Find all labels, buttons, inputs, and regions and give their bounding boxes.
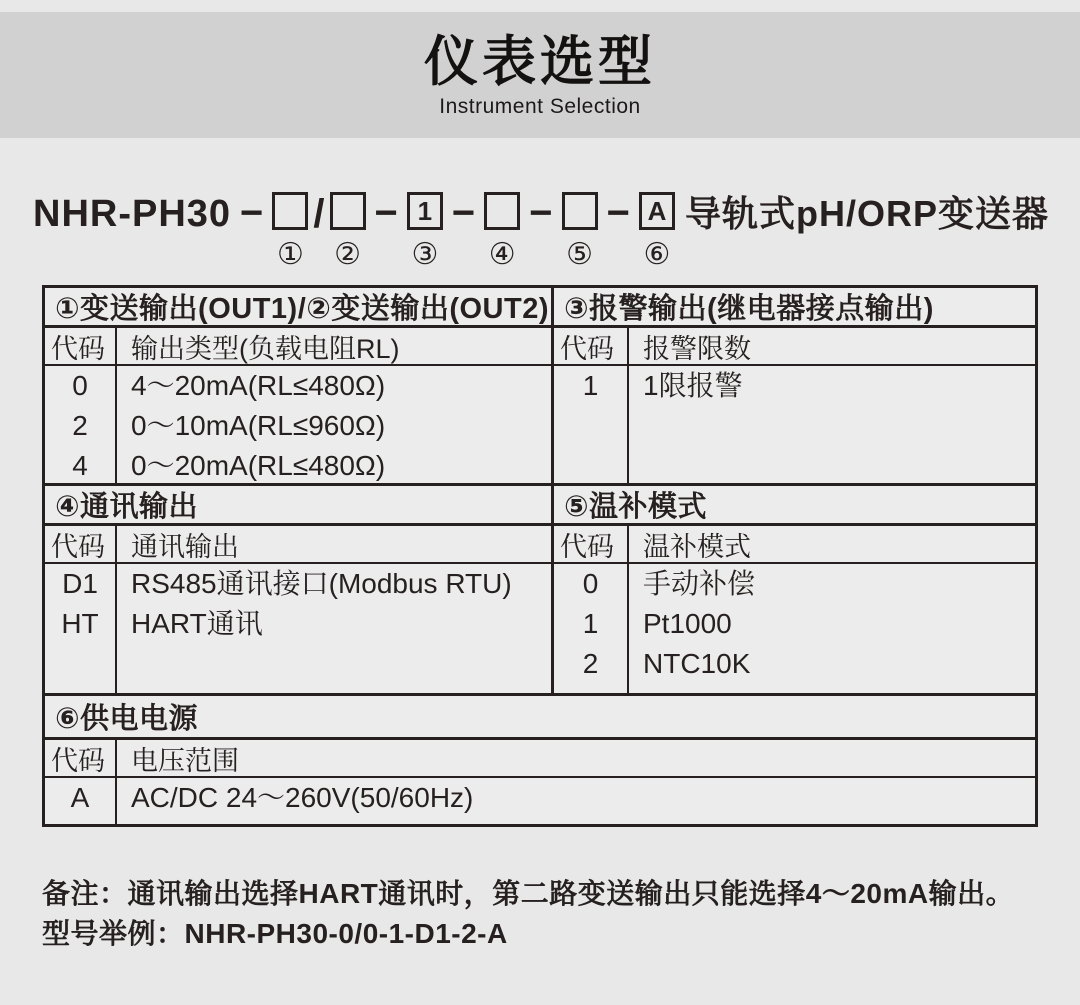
model-box-2 (330, 192, 366, 230)
code-value: 0 (72, 370, 88, 401)
column-header-comm-output: 通讯输出 (117, 526, 554, 564)
column-header-output-type: 输出类型(负载电阻RL) (117, 328, 554, 366)
code-value: 2 (582, 648, 599, 679)
model-box-group-5 (562, 192, 598, 271)
circled-number-5: ⑤ (566, 238, 594, 271)
model-box-group-6 (639, 192, 675, 271)
section-title-transmit-output: ①变送输出(OUT1)/②变送输出(OUT2) (45, 288, 554, 328)
model-suffix: 导轨式pH/ORP变送器 (684, 193, 1049, 234)
dash-separator: − (374, 191, 398, 235)
code-header: 代码 (554, 328, 629, 366)
section-title-comm-output: ④通讯输出 (45, 486, 554, 526)
dash-separator: − (451, 191, 476, 235)
note-remark: 备注：通讯输出选择HART通讯时，第二路变送输出只能选择4～20mA输出。 (42, 878, 1015, 909)
model-box-5 (562, 192, 598, 230)
temp-comp-descriptions (629, 564, 1035, 696)
page-subtitle: Instrument Selection (439, 94, 641, 118)
transmit-output-codes (45, 366, 117, 486)
power-supply-descriptions (117, 778, 1035, 824)
circled-number-4: ④ (488, 238, 516, 271)
desc-value: RS485通讯接口(Modbus RTU) (131, 568, 512, 599)
circled-number-3: ③ (411, 238, 439, 271)
desc-value: 4～20mA(RL≤480Ω) (131, 370, 386, 401)
model-box-6: A (639, 192, 675, 230)
model-box-group-1 (272, 192, 308, 271)
model-box-group-4 (484, 192, 520, 271)
code-value: A (70, 782, 90, 813)
transmit-output-descriptions (117, 366, 554, 486)
code-value: D1 (62, 568, 98, 599)
temp-comp-codes (554, 564, 629, 696)
model-prefix: NHR-PH30 (33, 193, 232, 235)
code-value: 1 (582, 608, 599, 639)
model-box-3: 1 (407, 192, 443, 230)
section-title-power-supply: ⑥供电电源 (45, 696, 1035, 740)
desc-value: Pt1000 (643, 608, 732, 639)
column-header-voltage-range: 电压范围 (117, 740, 1035, 778)
desc-value: HART通讯 (131, 608, 263, 639)
desc-value: 0～10mA(RL≤960Ω) (131, 410, 386, 441)
code-header: 代码 (554, 526, 629, 564)
section-title-temp-comp: ⑤温补模式 (554, 486, 1035, 526)
dash-separator: − (240, 191, 264, 235)
code-value: HT (61, 608, 99, 639)
column-header-temp-comp: 温补模式 (629, 526, 1035, 564)
dash-separator: − (529, 191, 553, 235)
power-supply-codes (45, 778, 117, 824)
code-value: 2 (72, 410, 88, 441)
model-code-line (33, 192, 1053, 271)
desc-value: 0～20mA(RL≤480Ω) (131, 450, 386, 481)
code-header: 代码 (45, 740, 117, 778)
title-band (0, 12, 1080, 138)
code-value: 4 (72, 450, 88, 481)
slash-separator: / (313, 192, 325, 236)
desc-value: 1限报警 (643, 370, 743, 401)
column-header-alarm-limit: 报警限数 (629, 328, 1035, 366)
comm-output-codes (45, 564, 117, 696)
selection-table (42, 285, 1038, 827)
dash-separator: − (606, 191, 630, 235)
comm-output-descriptions (117, 564, 554, 696)
notes (42, 874, 1042, 954)
alarm-output-descriptions (629, 366, 1035, 486)
alarm-output-codes (554, 366, 629, 486)
code-value: 0 (582, 568, 599, 599)
model-box-1 (272, 192, 308, 230)
circled-number-6: ⑥ (643, 238, 671, 271)
code-header: 代码 (45, 328, 117, 366)
desc-value: NTC10K (643, 648, 751, 679)
model-box-group-3 (407, 192, 443, 271)
model-box-group-2 (330, 192, 366, 271)
model-box-4 (484, 192, 520, 230)
note-model-example: 型号举例：NHR-PH30-0/0-1-D1-2-A (42, 918, 508, 949)
code-header: 代码 (45, 526, 117, 564)
circled-number-1: ① (276, 238, 304, 271)
desc-value: AC/DC 24～260V(50/60Hz) (131, 782, 474, 813)
page-title: 仪表选型 (424, 31, 656, 92)
section-title-alarm-output: ③报警输出(继电器接点输出) (554, 288, 1035, 328)
desc-value: 手动补偿 (643, 568, 756, 599)
circled-number-2: ② (334, 238, 361, 271)
code-value: 1 (582, 370, 599, 401)
